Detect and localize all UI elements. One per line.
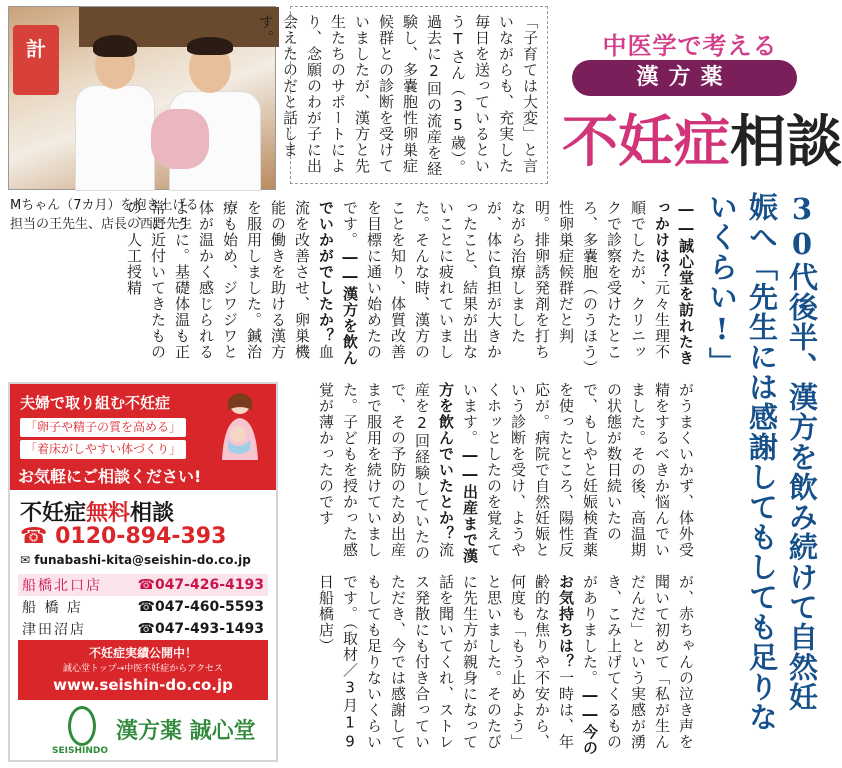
- ad-call-to-action: お気軽にご相談ください!: [18, 467, 202, 486]
- advertisement: [8, 382, 278, 762]
- phone-icon: ☎: [137, 621, 155, 637]
- free-dial-number[interactable]: ☎ 0120-894-393: [20, 524, 227, 549]
- page-title: [562, 102, 842, 182]
- article-headline: 30代後半、漢方を飲み続けて自然妊娠へ「先生には感謝してもしても足りないくらい!」: [705, 192, 819, 732]
- branch-list: [18, 574, 268, 640]
- sign-board: 計: [13, 25, 59, 95]
- email-address[interactable]: ✉ funabashi-kita@seishin-do.co.jp: [20, 553, 251, 567]
- series-subtitle: 中医学で考える: [602, 32, 778, 60]
- ad-point-2: 「着床がしやすい体づくり」: [20, 440, 186, 459]
- question-2: ――漢方を飲んでいかがでしたか？: [317, 200, 359, 366]
- kanpo-banner: 漢方薬: [572, 60, 797, 96]
- ad-title: 不妊症無料相談: [20, 501, 175, 526]
- question-1: ――誠心堂を訪れたきっかけは？: [653, 200, 695, 366]
- phone-icon: ☎: [137, 577, 155, 593]
- ad-header: [10, 384, 276, 490]
- title-consultation: 相談: [730, 109, 842, 175]
- mail-icon: ✉: [20, 553, 31, 567]
- photo-caption: Mちゃん（7カ月）を抱き上げる 担当の王先生、店長の西野先生: [10, 198, 199, 232]
- seishindo-logo-icon: [68, 706, 96, 746]
- website-url[interactable]: www.seishin-do.co.jp: [53, 676, 233, 694]
- mother-baby-illustration: [210, 390, 268, 460]
- brand-logo: SEISHINDO 漢方薬 誠心堂: [18, 706, 268, 756]
- question-3: ――出産まで漢方を飲んでいたとか？: [437, 382, 479, 564]
- baby: [151, 109, 209, 169]
- intro-text: 「子育ては大変」と言いながらも、充実した毎日を送っているというTさん（35歳）。過去に2回の流産を経験し、多嚢胞性卵巣症候群との診断を受けていましたが、漢方と先生たちのサポートにより、念願のわが子に出会えたのだと話します。: [257, 14, 539, 177]
- free-dial-icon: ☎: [20, 524, 48, 549]
- branch-row: 津田沼店 ☎047-493-1493: [22, 621, 264, 638]
- branch-row: 船橋北口店 ☎047-426-4193: [18, 574, 268, 596]
- title-infertility: 不妊症: [562, 109, 730, 175]
- branch-row: 船 橋 店 ☎047-460-5593: [22, 599, 264, 616]
- question-4: ――今のお気持ちは？: [557, 574, 599, 756]
- interview-photo: [8, 6, 276, 190]
- article-col-middle: がうまくいかず、体外受精をするべきか悩んでいました。その後、高温期の状態が数日続いたので、もしやと妊娠検査薬を使ったところ、陽性反応が。病院で自然妊娠という診断を受け、ようやくホッとしたのを覚えています。――出産まで漢方を飲んでいたとか？ 流産を2回経験していたので、その予防のため出産まで服用を続けていました。子どもを授かった感覚が薄かったのです: [317, 382, 695, 564]
- website-banner[interactable]: 不妊症実績公開中！ 誠心堂トップ→中医不妊症からアクセス www.seishin-do.co.jp: [18, 640, 268, 700]
- phone-icon: ☎: [137, 599, 155, 615]
- article-col-lower: が、赤ちゃんの泣き声を聞いて初めて「私が生んだんだ」という実感が湧き、こみ上げてくるものがありました。――今のお気持ちは？ 一時は、年齢的な焦りや不安から、何度も「もう止めよう」と思いました。そのたびに先生方が親身になって話を聞いてくれ、ストレス発散にも付き合っていただき、今では感謝してもしても足りないくらいです。（取材／3月19日船橋店）: [317, 574, 695, 756]
- article-col-upper: ――誠心堂を訪れたきっかけは？ 元々生理不順でしたが、クリニックで診察を受けたところ、多嚢胞（のうほう）性卵巣症候群だと判明。排卵誘発剤を打ちながら治療しましたが、体に負担が大きかったこと、結果が出ないことに疲れていました。そんな時、漢方のことを知り、体質改善を目標に通い始めたのです。 ――漢方を飲んでいかがでしたか？ 血流を改善させ、卵巣機能の働きを助ける漢方を服用しました。鍼治療も始め、ジワジワと体が温かく感じられるように。基礎体温も正常に近付いてきたものの、人工授精: [125, 200, 695, 369]
- ad-point-1: 「卵子や精子の質を高める」: [20, 418, 186, 437]
- ad-headline: 夫婦で取り組む不妊症: [20, 394, 171, 412]
- doctor-left: [75, 85, 155, 191]
